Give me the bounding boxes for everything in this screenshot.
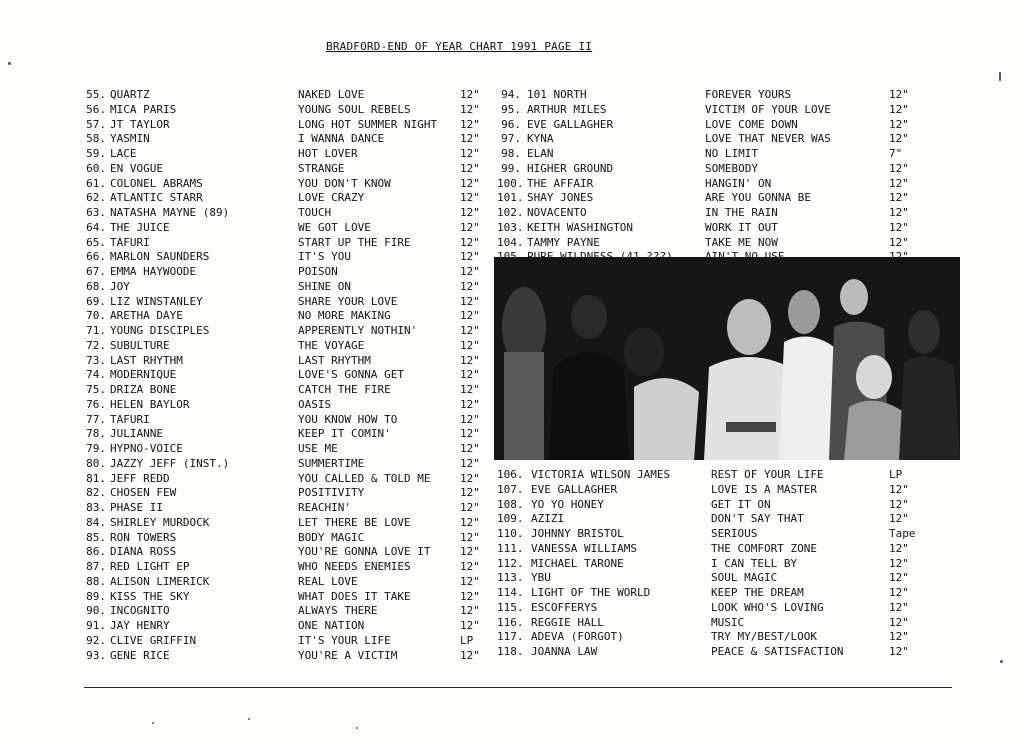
- release-format: 12": [460, 309, 480, 323]
- chart-position: 92.: [86, 633, 106, 647]
- chart-position: 75.: [86, 383, 106, 396]
- speck: [1000, 660, 1003, 663]
- track-title: LOVE THAT NEVER WAS: [705, 132, 831, 146]
- track-title: ONE NATION: [298, 619, 365, 632]
- artist-name: NATASHA MAYNE (89): [110, 206, 230, 219]
- track-title: LAST RHYTHM: [298, 353, 371, 367]
- artist-name: DRIZA BONE: [110, 383, 177, 396]
- release-format: 12": [889, 497, 909, 511]
- artist-name: MODERNIQUE: [110, 368, 177, 382]
- release-format: 12": [460, 338, 480, 352]
- track-title: THE COMFORT ZONE: [711, 541, 817, 555]
- release-format: 12": [889, 571, 909, 585]
- release-format: 12": [889, 600, 909, 614]
- release-format: 12": [460, 279, 480, 293]
- chart-position: 94.: [501, 88, 521, 101]
- release-format: 12": [460, 117, 480, 131]
- chart-position: 90.: [86, 604, 106, 618]
- release-format: 12": [460, 604, 480, 618]
- chart-position: 85.: [86, 530, 106, 544]
- track-title: ARE YOU GONNA BE: [705, 191, 811, 205]
- release-format: 12": [460, 589, 480, 603]
- track-title: DON'T SAY THAT: [711, 512, 804, 526]
- chart-position: 109.: [497, 512, 524, 526]
- chart-position: 106.: [497, 468, 524, 481]
- chart-position: 57.: [86, 117, 106, 131]
- artist-name: MICA PARIS: [110, 102, 177, 116]
- chart-position: 66.: [86, 250, 106, 264]
- release-format: 7": [889, 147, 903, 160]
- track-title: HOT LOVER: [298, 147, 358, 160]
- chart-position: 110.: [497, 527, 524, 540]
- speck: [152, 722, 154, 724]
- artist-name: MARLON SAUNDERS: [110, 250, 210, 264]
- chart-position: 71.: [86, 324, 106, 337]
- artist-name: EN VOGUE: [110, 161, 163, 175]
- chart-position: 63.: [86, 206, 106, 219]
- artist-name: LIZ WINSTANLEY: [110, 294, 203, 308]
- track-title: YOU'RE GONNA LOVE IT: [298, 545, 431, 559]
- track-title: TRY MY/BEST/LOOK: [711, 630, 817, 644]
- chart-position: 79.: [86, 442, 106, 455]
- artist-name: AZIZI: [531, 512, 565, 526]
- release-format: 12": [460, 501, 480, 514]
- chart-position: 103.: [497, 220, 524, 234]
- artist-name: CLIVE GRIFFIN: [110, 633, 197, 647]
- release-format: 12": [460, 88, 480, 101]
- release-format: 12": [889, 176, 909, 190]
- release-format: 12": [460, 250, 480, 264]
- artist-name: ARETHA DAYE: [110, 309, 183, 323]
- track-title: I CAN TELL BY: [711, 556, 798, 570]
- artist-name: ADEVA (FORGOT): [531, 630, 624, 644]
- track-title: PEACE & SATISFACTION: [711, 645, 844, 658]
- chart-position: 61.: [86, 176, 106, 190]
- chart-position: 80.: [86, 456, 106, 470]
- track-title: THE VOYAGE: [298, 338, 365, 352]
- artist-name: GENE RICE: [110, 648, 170, 662]
- release-format: 12": [460, 412, 480, 426]
- release-format: 12": [889, 645, 909, 658]
- track-title: YOU KNOW HOW TO: [298, 412, 398, 426]
- artist-name: NOVACENTO: [527, 206, 587, 219]
- artist-name: REGGIE HALL: [531, 615, 604, 629]
- artist-name: TAFURI: [110, 235, 150, 249]
- chart-position: 56.: [86, 102, 106, 116]
- release-format: 12": [889, 615, 909, 629]
- chart-position: 102.: [497, 206, 524, 219]
- chart-position: 76.: [86, 397, 106, 411]
- chart-position: 81.: [86, 471, 106, 485]
- track-title: VICTIM OF YOUR LOVE: [705, 102, 831, 116]
- release-format: 12": [889, 235, 909, 249]
- release-format: 12": [460, 515, 480, 529]
- chart-position: 95.: [501, 102, 521, 116]
- artist-name: SUBULTURE: [110, 338, 170, 352]
- release-format: 12": [460, 324, 480, 337]
- artist-name: KEITH WASHINGTON: [527, 220, 633, 234]
- release-format: 12": [460, 265, 480, 278]
- chart-position: 84.: [86, 515, 106, 529]
- artist-name: LAST RHYTHM: [110, 353, 183, 367]
- chart-position: 83.: [86, 501, 106, 514]
- chart-position: 67.: [86, 265, 106, 278]
- release-format: 12": [889, 630, 909, 644]
- artist-name: VICTORIA WILSON JAMES: [531, 468, 671, 481]
- track-title: ALWAYS THERE: [298, 604, 378, 618]
- release-format: LP: [460, 633, 474, 647]
- track-title: WHAT DOES IT TAKE: [298, 589, 411, 603]
- chart-position: 69.: [86, 294, 106, 308]
- artist-name: PHASE II: [110, 501, 163, 514]
- track-title: SERIOUS: [711, 527, 758, 540]
- track-title: STRANGE: [298, 161, 345, 175]
- track-title: SUMMERTIME: [298, 456, 365, 470]
- chart-position: 88.: [86, 574, 106, 588]
- release-format: 12": [460, 545, 480, 559]
- artist-name: ATLANTIC STARR: [110, 191, 203, 205]
- chart-position: 93.: [86, 648, 106, 662]
- artist-name: TAMMY PAYNE: [527, 235, 600, 249]
- release-format: 12": [460, 397, 480, 411]
- artist-name: SHAY JONES: [527, 191, 594, 205]
- chart-position: 115.: [497, 600, 524, 614]
- artist-name: YASMIN: [110, 132, 150, 146]
- artist-name: EVE GALLAGHER: [531, 482, 618, 496]
- track-title: LET THERE BE LOVE: [298, 515, 411, 529]
- release-format: LP: [889, 468, 903, 481]
- chart-position: 73.: [86, 353, 106, 367]
- track-title: REST OF YOUR LIFE: [711, 468, 824, 481]
- artist-name: LACE: [110, 147, 137, 160]
- release-format: 12": [889, 556, 909, 570]
- track-title: OASIS: [298, 397, 332, 411]
- speck: [999, 72, 1001, 81]
- chart-position: 104.: [497, 235, 524, 249]
- track-title: KEEP THE DREAM: [711, 586, 804, 599]
- track-title: LOVE COME DOWN: [705, 117, 798, 131]
- artist-name: ARTHUR MILES: [527, 102, 607, 116]
- artist-name: MICHAEL TARONE: [531, 556, 624, 570]
- artist-name: VANESSA WILLIAMS: [531, 541, 637, 555]
- track-title: YOU CALLED & TOLD ME: [298, 471, 431, 485]
- artist-name: DIANA ROSS: [110, 545, 177, 559]
- chart-position: 86.: [86, 545, 106, 559]
- chart-position: 97.: [501, 132, 521, 146]
- chart-position: 98.: [501, 147, 521, 160]
- track-title: IT'S YOUR LIFE: [298, 633, 391, 647]
- chart-position: 64.: [86, 220, 106, 234]
- track-title: TAKE ME NOW: [705, 235, 778, 249]
- release-format: 12": [460, 235, 480, 249]
- track-title: START UP THE FIRE: [298, 235, 411, 249]
- chart-position: 89.: [86, 589, 106, 603]
- track-title: BODY MAGIC: [298, 530, 365, 544]
- release-format: 12": [460, 648, 480, 662]
- track-title: HANGIN' ON: [705, 176, 772, 190]
- artist-name: JULIANNE: [110, 427, 163, 441]
- artist-name: INCOGNITO: [110, 604, 170, 618]
- release-format: 12": [460, 560, 480, 573]
- club-photo: [494, 257, 960, 460]
- artist-name: SHIRLEY MURDOCK: [110, 515, 210, 529]
- chart-position: 60.: [86, 161, 106, 175]
- artist-name: QUARTZ: [110, 88, 150, 101]
- speck: [248, 718, 250, 720]
- release-format: 12": [460, 442, 480, 455]
- track-title: YOU'RE A VICTIM: [298, 648, 398, 662]
- track-title: LOVE IS A MASTER: [711, 482, 817, 496]
- track-title: LONG HOT SUMMER NIGHT: [298, 117, 438, 131]
- artist-name: RED LIGHT EP: [110, 560, 190, 573]
- artist-name: JOANNA LAW: [531, 645, 598, 658]
- chart-position: 78.: [86, 427, 106, 441]
- track-title: KEEP IT COMIN': [298, 427, 391, 441]
- track-title: WORK IT OUT: [705, 220, 778, 234]
- artist-name: JT TAYLOR: [110, 117, 170, 131]
- track-title: SOUL MAGIC: [711, 571, 778, 585]
- artist-name: LIGHT OF THE WORLD: [531, 586, 651, 599]
- artist-name: 101 NORTH: [527, 88, 587, 101]
- release-format: 12": [460, 486, 480, 500]
- track-title: YOUNG SOUL REBELS: [298, 102, 411, 116]
- chart-position: 117.: [497, 630, 524, 644]
- release-format: 12": [889, 541, 909, 555]
- artist-name: YOUNG DISCIPLES: [110, 324, 210, 337]
- chart-position: 82.: [86, 486, 106, 500]
- release-format: 12": [460, 471, 480, 485]
- chart-position: 107.: [497, 482, 524, 496]
- chart-position: 87.: [86, 560, 106, 573]
- release-format: 12": [460, 176, 480, 190]
- artist-name: THE AFFAIR: [527, 176, 594, 190]
- track-title: IN THE RAIN: [705, 206, 778, 219]
- artist-name: COLONEL ABRAMS: [110, 176, 203, 190]
- chart-position: 74.: [86, 368, 106, 382]
- track-title: FOREVER YOURS: [705, 88, 792, 101]
- track-title: NO MORE MAKING: [298, 309, 391, 323]
- track-title: SHARE YOUR LOVE: [298, 294, 398, 308]
- release-format: 12": [460, 220, 480, 234]
- release-format: 12": [889, 88, 909, 101]
- track-title: I WANNA DANCE: [298, 132, 385, 146]
- release-format: 12": [889, 586, 909, 599]
- release-format: 12": [460, 368, 480, 382]
- artist-name: EVE GALLAGHER: [527, 117, 614, 131]
- chart-position: 113.: [497, 571, 524, 585]
- track-title: NAKED LOVE: [298, 88, 365, 101]
- chart-position: 108.: [497, 497, 524, 511]
- chart-position: 114.: [497, 586, 524, 599]
- release-format: 12": [889, 117, 909, 131]
- chart-position: 77.: [86, 412, 106, 426]
- artist-name: HYPNO-VOICE: [110, 442, 183, 455]
- track-title: LOOK WHO'S LOVING: [711, 600, 824, 614]
- chart-position: 65.: [86, 235, 106, 249]
- release-format: 12": [460, 206, 480, 219]
- track-title: APPERENTLY NOTHIN': [298, 324, 418, 337]
- track-title: POISON: [298, 265, 338, 278]
- release-format: 12": [889, 191, 909, 205]
- release-format: 12": [889, 220, 909, 234]
- track-title: NO LIMIT: [705, 147, 758, 160]
- track-title: YOU DON'T KNOW: [298, 176, 391, 190]
- chart-position: 91.: [86, 619, 106, 632]
- release-format: Tape: [889, 527, 916, 540]
- release-format: 12": [460, 191, 480, 205]
- chart-position: 68.: [86, 279, 106, 293]
- artist-name: RON TOWERS: [110, 530, 177, 544]
- track-title: REAL LOVE: [298, 574, 358, 588]
- chart-position: 55.: [86, 88, 106, 101]
- chart-position: 99.: [501, 161, 521, 175]
- track-title: LOVE CRAZY: [298, 191, 365, 205]
- artist-name: JAZZY JEFF (INST.): [110, 456, 230, 470]
- release-format: 12": [460, 383, 480, 396]
- release-format: 12": [889, 102, 909, 116]
- page-title: BRADFORD-END OF YEAR CHART 1991 PAGE II: [326, 40, 593, 53]
- artist-name: JOHNNY BRISTOL: [531, 527, 624, 540]
- track-title: REACHIN': [298, 501, 351, 514]
- track-title: SOMEBODY: [705, 161, 758, 175]
- artist-name: CHOSEN FEW: [110, 486, 177, 500]
- release-format: 12": [460, 132, 480, 146]
- release-format: 12": [460, 427, 480, 441]
- track-title: USE ME: [298, 442, 338, 455]
- track-title: WE GOT LOVE: [298, 220, 371, 234]
- release-format: 12": [889, 512, 909, 526]
- artist-name: KISS THE SKY: [110, 589, 190, 603]
- artist-name: YO YO HONEY: [531, 497, 604, 511]
- release-format: 12": [460, 619, 480, 632]
- release-format: 12": [460, 530, 480, 544]
- chart-position: 62.: [86, 191, 106, 205]
- chart-position: 59.: [86, 147, 106, 160]
- track-title: IT'S YOU: [298, 250, 351, 264]
- release-format: 12": [460, 294, 480, 308]
- chart-position: 58.: [86, 132, 106, 146]
- release-format: 12": [889, 482, 909, 496]
- chart-position: 72.: [86, 338, 106, 352]
- track-title: SHINE ON: [298, 279, 351, 293]
- chart-position: 101.: [497, 191, 524, 205]
- chart-position: 70.: [86, 309, 106, 323]
- track-title: WHO NEEDS ENEMIES: [298, 560, 411, 573]
- artist-name: KYNA: [527, 132, 554, 146]
- speck: [8, 62, 11, 65]
- artist-name: THE JUICE: [110, 220, 170, 234]
- chart-position: 96.: [501, 117, 521, 131]
- speck: [356, 727, 358, 729]
- chart-position: 112.: [497, 556, 524, 570]
- release-format: 12": [889, 132, 909, 146]
- chart-position: 100.: [497, 176, 524, 190]
- track-title: MUSIC: [711, 615, 745, 629]
- artist-name: HELEN BAYLOR: [110, 397, 190, 411]
- track-title: CATCH THE FIRE: [298, 383, 391, 396]
- release-format: 12": [889, 206, 909, 219]
- release-format: 12": [460, 353, 480, 367]
- artist-name: JOY: [110, 279, 130, 293]
- track-title: GET IT ON: [711, 497, 771, 511]
- chart-position: 116.: [497, 615, 524, 629]
- artist-name: ALISON LIMERICK: [110, 574, 210, 588]
- artist-name: HIGHER GROUND: [527, 161, 614, 175]
- artist-name: JEFF REDD: [110, 471, 170, 485]
- artist-name: ESCOFFERYS: [531, 600, 598, 614]
- release-format: 12": [460, 161, 480, 175]
- track-title: LOVE'S GONNA GET: [298, 368, 404, 382]
- artist-name: YBU: [531, 571, 551, 585]
- bottom-rule: [84, 687, 952, 688]
- release-format: 12": [889, 161, 909, 175]
- artist-name: EMMA HAYWOODE: [110, 265, 197, 278]
- artist-name: JAY HENRY: [110, 619, 170, 632]
- track-title: TOUCH: [298, 206, 332, 219]
- track-title: POSITIVITY: [298, 486, 365, 500]
- artist-name: TAFURI: [110, 412, 150, 426]
- release-format: 12": [460, 102, 480, 116]
- chart-position: 118.: [497, 645, 524, 658]
- release-format: 12": [460, 574, 480, 588]
- artist-name: ELAN: [527, 147, 554, 160]
- release-format: 12": [460, 147, 480, 160]
- chart-position: 111.: [497, 541, 524, 555]
- release-format: 12": [460, 456, 480, 470]
